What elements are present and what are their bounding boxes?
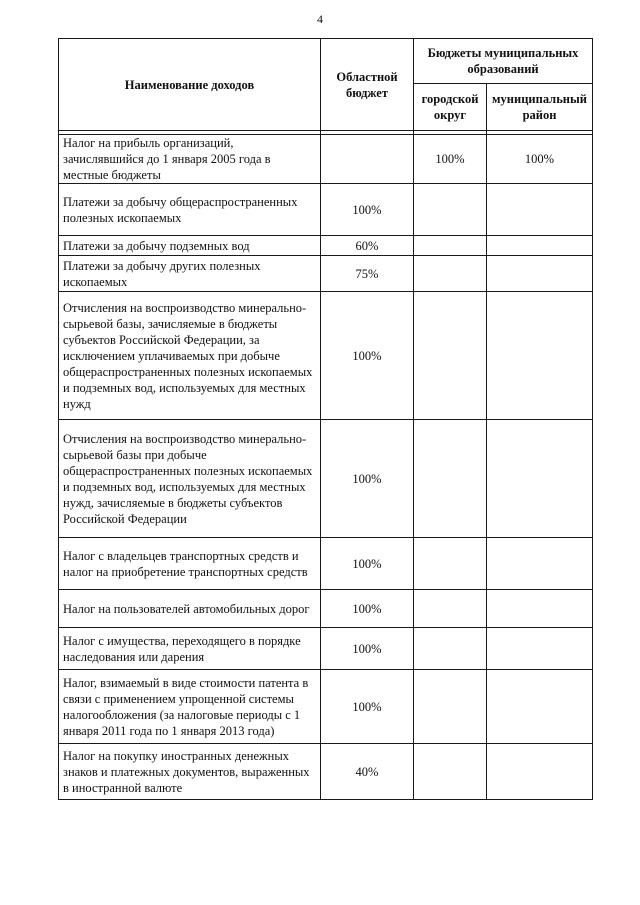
city-district-share-cell [414,670,487,744]
revenue-name-cell: Налог, взимаемый в виде стоимости патента в связи с применением упрощенной системы налогообложения (за налоговые периоды с 1 января 2011 года по 1 января 2013 года) [59,670,321,744]
revenue-name-cell: Налог с владельцев транспортных средств и налог на приобретение транспортных средств [59,538,321,590]
regional-share-cell: 100% [321,590,414,628]
regional-share-cell: 100% [321,184,414,236]
regional-share-cell: 100% [321,538,414,590]
municipal-district-share-cell [487,256,593,292]
city-district-share-cell [414,538,487,590]
city-district-share-cell [414,628,487,670]
municipal-district-share-cell [487,184,593,236]
revenue-name-cell: Платежи за добычу других полезных ископаемых [59,256,321,292]
municipal-district-share-cell [487,590,593,628]
revenue-name-cell: Отчисления на воспроизводство минерально-сырьевой базы при добыче общераспространенных полезных ископаемых и подземных вод, используемых для местных нужд, зачисляемые в бюджеты субъектов Российской Федерации [59,420,321,538]
city-district-share-cell [414,292,487,420]
table-row [59,420,593,538]
municipal-district-share-cell [487,538,593,590]
regional-share-cell: 75% [321,256,414,292]
city-district-share-cell [414,744,487,800]
header-regional-budget: Областной бюджет [321,39,414,131]
table-row [59,135,593,184]
table-body [59,135,593,800]
city-district-share-cell [414,256,487,292]
municipal-district-share-cell [487,236,593,256]
revenue-name-cell: Налог с имущества, переходящего в порядке наследования или дарения [59,628,321,670]
regional-share-cell: 100% [321,670,414,744]
table-row [59,590,593,628]
revenue-name-cell: Отчисления на воспроизводство минерально-сырьевой базы, зачисляемые в бюджеты субъектов Российской Федерации, за исключением уплачиваемых при добыче общераспространенных полезных ископаемых и подземных вод, используемых для местных нужд [59,292,321,420]
revenue-name-cell: Налог на пользователей автомобильных дорог [59,590,321,628]
table-row [59,628,593,670]
municipal-district-share-cell: 100% [487,135,593,184]
table-row [59,538,593,590]
header-row [59,39,593,84]
table-row [59,670,593,744]
municipal-district-share-cell [487,744,593,800]
revenue-name-cell: Платежи за добычу подземных вод [59,236,321,256]
regional-share-cell: 40% [321,744,414,800]
table-row [59,744,593,800]
revenue-name-cell: Налог на покупку иностранных денежных знаков и платежных документов, выраженных в иностранной валюте [59,744,321,800]
regional-share-cell: 100% [321,628,414,670]
regional-share-cell: 100% [321,420,414,538]
municipal-district-share-cell [487,670,593,744]
revenue-name-cell: Платежи за добычу общераспространенных полезных ископаемых [59,184,321,236]
city-district-share-cell [414,420,487,538]
city-district-share-cell [414,236,487,256]
regional-share-cell [321,135,414,184]
header-revenue-name: Наименование доходов [59,39,321,131]
city-district-share-cell [414,590,487,628]
city-district-share-cell: 100% [414,135,487,184]
table-row [59,236,593,256]
table-row [59,256,593,292]
revenue-distribution-table [58,38,593,800]
revenue-name-cell: Налог на прибыль организаций, зачислявшийся до 1 января 2005 года в местные бюджеты [59,135,321,184]
page-number: 4 [317,12,323,26]
header-city-district: городской округ [414,84,487,131]
city-district-share-cell [414,184,487,236]
header-municipal-budgets: Бюджеты муниципальных образований [414,39,593,84]
regional-share-cell: 60% [321,236,414,256]
regional-share-cell: 100% [321,292,414,420]
municipal-district-share-cell [487,420,593,538]
header-municipal-district: муниципальный район [487,84,593,131]
table-row [59,292,593,420]
municipal-district-share-cell [487,292,593,420]
table-row [59,184,593,236]
municipal-district-share-cell [487,628,593,670]
